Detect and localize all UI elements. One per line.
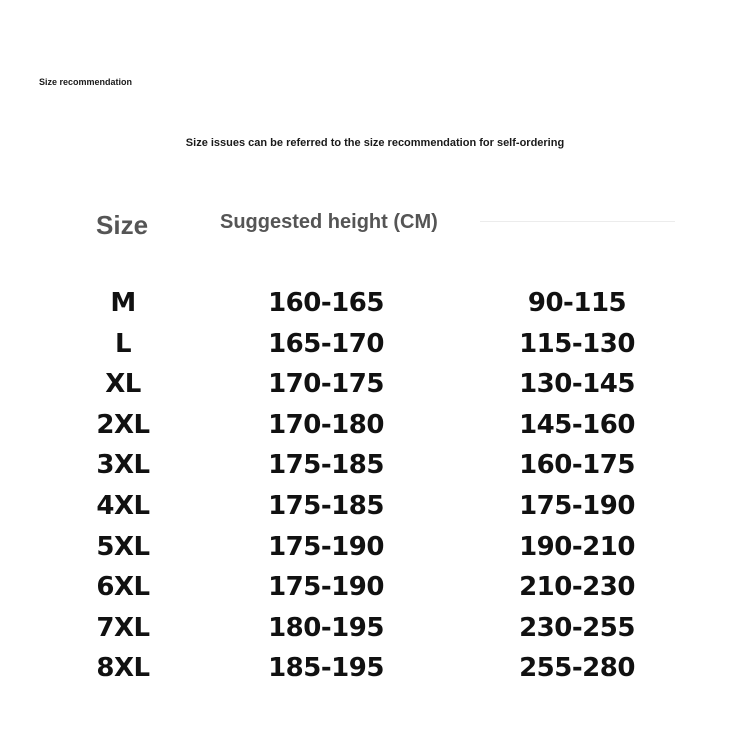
column-header-divider	[480, 221, 675, 222]
height-cell: 165-170	[268, 328, 384, 359]
size-cell: 8XL	[96, 653, 150, 684]
weight-cell: 160-175	[519, 450, 635, 481]
table-row	[0, 445, 750, 486]
page-subtitle: Size issues can be referred to the size recommendation for self-ordering	[185, 137, 565, 149]
column-header-height: Suggested height (CM)	[220, 211, 438, 233]
height-cell: 170-175	[268, 369, 384, 400]
height-cell: 175-190	[268, 531, 384, 562]
size-cell: XL	[105, 369, 141, 400]
height-cell: 175-185	[268, 490, 384, 521]
size-cell: 2XL	[96, 409, 150, 440]
weight-cell: 130-145	[519, 369, 635, 400]
size-cell: 4XL	[96, 490, 150, 521]
table-row	[0, 567, 750, 608]
height-cell: 175-185	[268, 450, 384, 481]
height-cell: 160-165	[268, 288, 384, 318]
weight-cell: 90-115	[527, 288, 627, 318]
page-title: Size recommendation	[39, 77, 133, 87]
table-row	[0, 486, 750, 527]
height-cell: 185-195	[268, 653, 384, 684]
table-row	[0, 608, 750, 649]
weight-cell: 230-255	[519, 612, 635, 643]
height-cell: 180-195	[268, 612, 384, 643]
size-cell: 7XL	[96, 612, 150, 643]
table-row	[0, 324, 750, 365]
size-table	[0, 283, 750, 689]
weight-cell: 145-160	[519, 409, 635, 440]
size-cell: 3XL	[96, 450, 150, 481]
weight-cell: 190-210	[519, 531, 635, 562]
table-row	[0, 527, 750, 568]
table-row	[0, 364, 750, 405]
table-row	[0, 283, 750, 324]
size-cell: 5XL	[96, 531, 150, 562]
weight-cell: 210-230	[519, 572, 635, 603]
size-cell: L	[114, 328, 132, 359]
size-cell: 6XL	[96, 572, 150, 603]
weight-cell: 175-190	[519, 490, 635, 521]
table-row	[0, 648, 750, 689]
size-cell: M	[110, 288, 136, 318]
height-cell: 170-180	[268, 409, 384, 440]
table-row	[0, 405, 750, 446]
weight-cell: 115-130	[519, 328, 635, 359]
column-header-size: Size	[96, 210, 149, 240]
height-cell: 175-190	[268, 572, 384, 603]
weight-cell: 255-280	[519, 653, 635, 684]
